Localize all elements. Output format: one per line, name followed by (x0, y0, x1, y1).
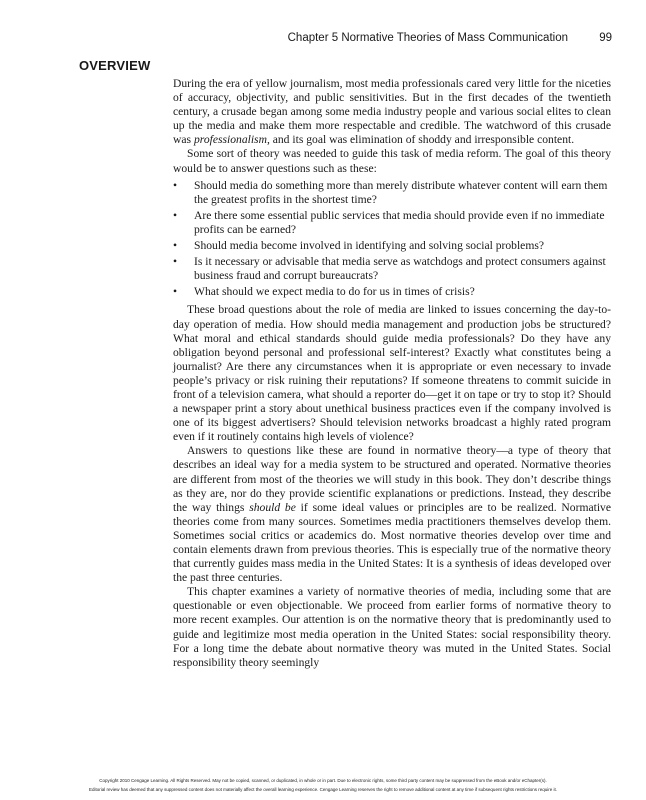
paragraph-text: if some ideal values or principles are to be realized. Normative theories come from many sources. Sometimes media practitioners themselves develop them. Sometimes social critics or academics do. Most normative theories develop over time and contain elements drawn from previous theories. This is especially true of the normative theory that currently guides mass media in the United States: It is a synthesis of ideas developed over the past three centuries. (173, 500, 611, 585)
emphasis-text: should be (249, 500, 296, 514)
paragraph: These broad questions about the role of media are linked to issues concerning the day-to-day operation of media. How should media management and production jobs be structured? What moral and ethical standards should guide media professionals? Do they have any obligation beyond personal and professional self-interest? Exactly what constitutes being a journalist? Are there any circumstances when it is appropriate or even necessary to invade people’s privacy or risk ruining their reputations? If someone threatens to commit suicide in front of a television camera, what should a reporter do—get it on tape or try to stop it? Should a newspaper print a story about unethical business practices even if the company involved is one of its biggest advertisers? Should television networks broadcast a highly rated program even if it routinely contains high levels of violence? (173, 303, 611, 444)
editorial-notice: Editorial review has deemed that any suppressed content does not materially affect the overall learning experience. Cengage Learning reserves the right to remove additional content at any time if subsequent rights restrictions require it. (89, 787, 557, 792)
list-item (173, 179, 611, 207)
bullet-glyph: • (173, 239, 178, 253)
list-item (173, 285, 611, 299)
chapter-title: Chapter 5 Normative Theories of Mass Communication (287, 32, 568, 44)
paragraph: Some sort of theory was needed to guide this task of media reform. The goal of this theory would be to answer questions such as these: (173, 147, 611, 175)
section-heading: OVERVIEW (79, 58, 151, 73)
bullet-glyph: • (173, 208, 178, 222)
body-text (173, 77, 611, 670)
list-item (173, 255, 611, 283)
list-item (173, 239, 611, 253)
paragraph (173, 77, 611, 147)
bullet-glyph: • (173, 285, 178, 299)
bullet-glyph: • (173, 178, 178, 192)
paragraph (173, 444, 611, 585)
list-item-text: Should media do something more than merely distribute whatever content will earn them the greatest profits in the shortest time? (194, 178, 608, 206)
list-item-text: Should media become involved in identifying and solving social problems? (194, 239, 545, 253)
paragraph-text: Answers to questions like these are found in normative theory—a type of theory that describes an ideal way for a media system to be structured and operated. Normative theories are different from most of the theories we will study in this book. They don’t describe things as they are, nor do they provide scientific explanations or predictions. Instead, they describe the way things (173, 444, 611, 514)
running-header (0, 32, 646, 48)
page-number: 99 (599, 32, 612, 44)
list-item-text: Is it necessary or advisable that media serve as watchdogs and protect consumers against business fraud and corrupt bureaucrats? (194, 255, 606, 283)
list-item (173, 209, 611, 237)
paragraph: This chapter examines a variety of normative theories of media, including some that are questionable or even objectionable. We proceed from earlier forms of normative theory to more recent examples. Our attention is on the normative theory that is predominantly used to guide and legitimize most media operation in the United States: social responsibility theory. For a long time the debate about normative theory was muted in the United States. Social responsibility theory seemingly (173, 585, 611, 669)
question-list (173, 179, 611, 300)
emphasis-text: professionalism, (193, 133, 270, 147)
bullet-glyph: • (173, 255, 178, 269)
paragraph-text: During the era of yellow journalism, most media professionals cared very little for the niceties of accuracy, objectivity, and public sensitivities. But in the first decades of the twentieth century, a crusade began among some media industry people and various social elites to clean up the media and make them more respectable and credible. The watchword of this crusade was (173, 77, 611, 147)
copyright-notice: Copyright 2010 Cengage Learning. All Rights Reserved. May not be copied, scanned, or duplicated, in whole or in part. Due to electronic rights, some third party content may be suppressed from the eBook and/or eChapter(s). (99, 778, 547, 783)
list-item-text: Are there some essential public services that media should provide even if no immediate profits can be earned? (194, 208, 605, 236)
paragraph-text: and its goal was elimination of shoddy and irresponsible content. (269, 133, 575, 147)
list-item-text: What should we expect media to do for us in times of crisis? (194, 285, 475, 299)
